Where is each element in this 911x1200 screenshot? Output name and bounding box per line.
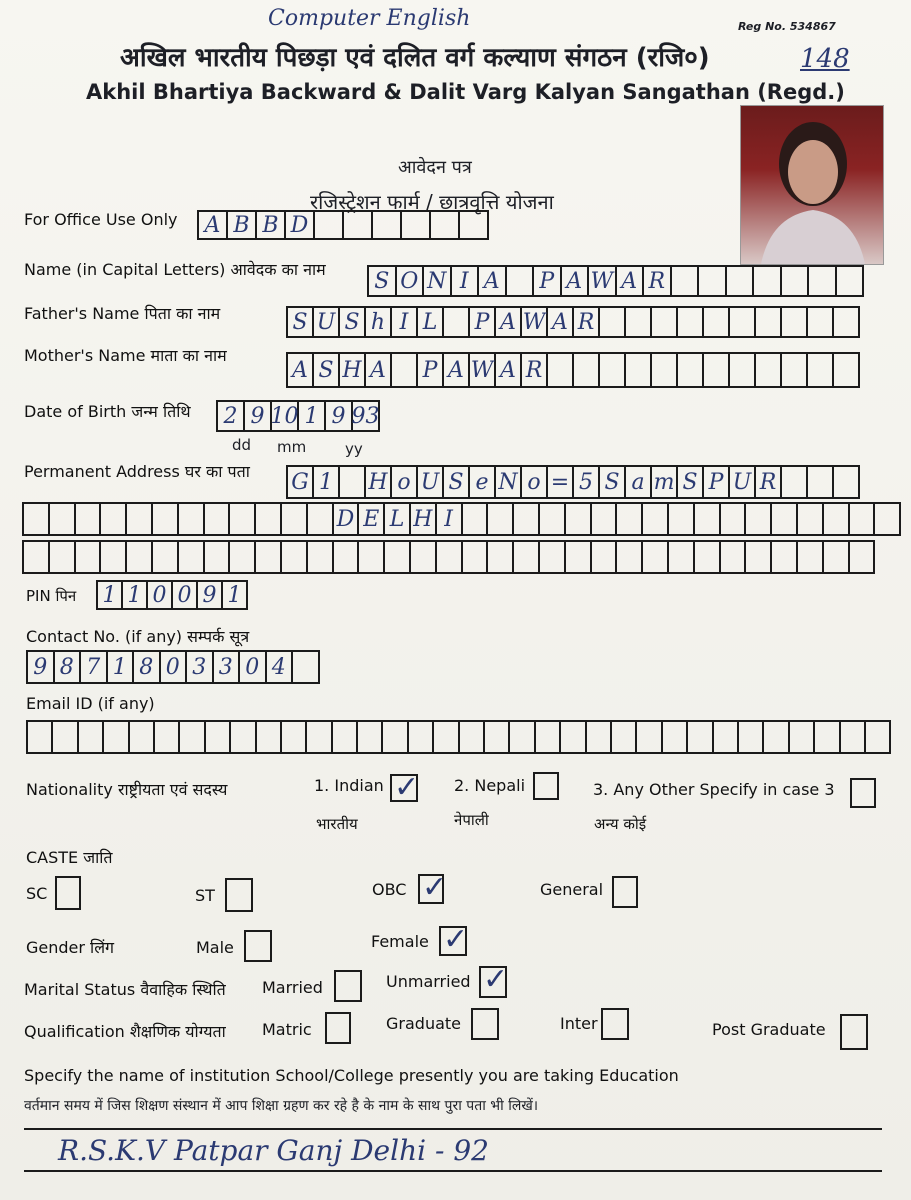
grid-cell	[514, 540, 540, 574]
grid-cell	[721, 540, 747, 574]
registration-number: Reg No. 534867	[738, 20, 836, 33]
grid-cell	[460, 720, 485, 754]
grid-cell: 1	[314, 465, 340, 499]
grid-cell	[256, 502, 282, 536]
grid-cell: 8	[134, 650, 161, 684]
grid-cell: H	[411, 502, 437, 536]
grid-cell: D	[334, 502, 360, 536]
grid-cell	[704, 306, 730, 338]
grid-cell	[485, 720, 510, 754]
handwritten-course-note: Computer English	[268, 6, 471, 31]
grid-cell	[79, 720, 104, 754]
office-use-label: For Office Use Only	[24, 210, 178, 229]
grid-cell	[101, 540, 127, 574]
grid-cell: W	[522, 306, 548, 338]
grid-cell	[359, 540, 385, 574]
grid-cell	[340, 465, 366, 499]
grid-cell	[875, 502, 901, 536]
grid-cell	[592, 502, 618, 536]
grid-cell	[402, 210, 431, 240]
grid-cell	[53, 720, 78, 754]
grid-cell	[540, 502, 566, 536]
grid-cell	[824, 502, 850, 536]
grid-cell	[808, 465, 834, 499]
mother-name-grid[interactable]	[286, 352, 860, 388]
permanent-address-label: Permanent Address घर का पता	[24, 462, 250, 481]
grid-cell	[344, 210, 373, 240]
grid-cell	[28, 720, 53, 754]
grid-cell	[730, 306, 756, 338]
caste-obc-checkbox[interactable]	[418, 870, 448, 905]
grid-cell: H	[340, 352, 366, 388]
grid-cell	[383, 720, 408, 754]
grid-cell: S	[600, 465, 626, 499]
grid-cell: R	[574, 306, 600, 338]
grid-cell: U	[418, 465, 444, 499]
institution-label-english: Specify the name of institution School/College presently you are taking Education	[24, 1066, 679, 1085]
gender-female-checkbox[interactable]	[439, 922, 469, 957]
grid-cell: S	[340, 306, 366, 338]
grid-cell	[76, 502, 102, 536]
grid-cell	[155, 720, 180, 754]
grid-cell: B	[228, 210, 257, 240]
grid-cell: 9	[245, 400, 272, 432]
grid-cell	[507, 265, 535, 297]
grid-cell: 0	[161, 650, 188, 684]
nationality-indian-checkbox[interactable]	[390, 770, 420, 805]
qualification-graduate-checkbox[interactable]	[471, 1008, 499, 1040]
grid-cell: 4	[267, 650, 294, 684]
marital-status-label: Marital Status वैवाहिक स्थिति	[24, 980, 226, 999]
grid-cell	[444, 306, 470, 338]
grid-cell: 2	[218, 400, 245, 432]
grid-cell	[282, 720, 307, 754]
grid-cell	[101, 502, 127, 536]
applicant-name-label: Name (in Capital Letters) आवेदक का नाम	[24, 260, 326, 279]
grid-cell	[600, 352, 626, 388]
gender-male-label: Male	[196, 938, 234, 957]
pin-grid[interactable]	[96, 580, 248, 610]
date-of-birth-label: Date of Birth जन्म तिथि	[24, 402, 191, 421]
grid-cell	[678, 306, 704, 338]
grid-cell	[652, 352, 678, 388]
grid-cell	[104, 720, 129, 754]
grid-cell	[334, 540, 360, 574]
grid-cell	[574, 352, 600, 388]
grid-cell	[834, 352, 860, 388]
grid-cell	[714, 720, 739, 754]
grid-cell: A	[199, 210, 228, 240]
qualification-graduate-label: Graduate	[386, 1014, 461, 1033]
grid-cell: S	[444, 465, 470, 499]
applicant-photo	[740, 105, 884, 265]
grid-cell: 5	[574, 465, 600, 499]
grid-cell	[782, 352, 808, 388]
marital-unmarried-checkbox[interactable]	[479, 962, 509, 998]
grid-cell	[772, 502, 798, 536]
caste-sc-checkbox[interactable]	[55, 876, 81, 910]
grid-cell: a	[626, 465, 652, 499]
organisation-title-hindi: अखिल भारतीय पिछड़ा एवं दलित वर्ग कल्याण संगठन (रजि०)	[120, 43, 710, 73]
grid-cell: A	[496, 306, 522, 338]
grid-cell	[617, 540, 643, 574]
grid-cell	[548, 352, 574, 388]
grid-cell	[50, 502, 76, 536]
nationality-other-hindi: अन्य कोई	[594, 815, 647, 833]
grid-cell: E	[359, 502, 385, 536]
grid-cell	[824, 540, 850, 574]
grid-cell	[50, 540, 76, 574]
grid-cell	[746, 540, 772, 574]
caste-st-label: ST	[195, 886, 215, 905]
grid-cell	[392, 352, 418, 388]
grid-cell	[153, 540, 179, 574]
grid-cell	[205, 502, 231, 536]
grid-cell	[434, 720, 459, 754]
father-name-label: Father's Name पिता का नाम	[24, 304, 221, 323]
grid-cell	[231, 720, 256, 754]
marital-unmarried-tick: ✓	[483, 962, 509, 997]
grid-cell	[866, 720, 891, 754]
nationality-other-label: 3. Any Other Specify in case 3	[593, 780, 835, 799]
grid-cell	[358, 720, 383, 754]
grid-cell	[746, 502, 772, 536]
caste-general-checkbox[interactable]	[612, 876, 638, 908]
grid-cell	[612, 720, 637, 754]
organisation-title-english: Akhil Bhartiya Backward & Dalit Varg Kalyan Sangathan (Regd.)	[86, 80, 845, 104]
grid-cell	[76, 540, 102, 574]
grid-cell: B	[257, 210, 286, 240]
grid-cell: o	[522, 465, 548, 499]
grid-cell: 7	[81, 650, 108, 684]
gender-male-checkbox[interactable]	[244, 930, 272, 962]
grid-cell: 1	[299, 400, 326, 432]
grid-cell	[652, 306, 678, 338]
grid-cell	[850, 502, 876, 536]
grid-cell: U	[314, 306, 340, 338]
grid-cell	[850, 540, 876, 574]
grid-cell	[230, 502, 256, 536]
grid-cell	[808, 352, 834, 388]
grid-cell	[704, 352, 730, 388]
grid-cell: 9	[28, 650, 55, 684]
grid-cell	[837, 265, 865, 297]
grid-cell	[808, 306, 834, 338]
grid-cell: P	[704, 465, 730, 499]
date-of-birth-grid[interactable]	[216, 400, 380, 432]
grid-cell: G	[288, 465, 314, 499]
nationality-indian-hindi: भारतीय	[316, 815, 358, 833]
father-name-grid[interactable]	[286, 306, 860, 338]
grid-cell	[834, 306, 860, 338]
grid-cell: 0	[148, 580, 173, 610]
grid-cell	[772, 540, 798, 574]
grid-cell	[257, 720, 282, 754]
grid-cell	[815, 720, 840, 754]
nationality-label: Nationality राष्ट्रीयता एवं सदस्य	[26, 780, 228, 799]
grid-cell	[256, 540, 282, 574]
nationality-indian-tick: ✓	[394, 770, 420, 805]
grid-cell: S	[369, 265, 397, 297]
grid-cell: m	[652, 465, 678, 499]
form-subtitle-registration: रजिस्ट्रेशन फार्म / छात्रवृत्ति योजना	[310, 190, 554, 214]
address-line-1-grid[interactable]	[286, 465, 860, 499]
grid-cell	[695, 502, 721, 536]
grid-cell	[127, 502, 153, 536]
grid-cell: 0	[173, 580, 198, 610]
grid-cell: S	[314, 352, 340, 388]
applicant-name-grid[interactable]	[367, 265, 864, 297]
grid-cell: D	[286, 210, 315, 240]
grid-cell: W	[589, 265, 617, 297]
grid-cell	[756, 352, 782, 388]
email-label: Email ID (if any)	[26, 694, 155, 713]
gender-female-tick: ✓	[443, 922, 469, 957]
grid-cell	[437, 540, 463, 574]
grid-cell	[798, 502, 824, 536]
grid-cell: =	[548, 465, 574, 499]
grid-cell	[206, 720, 231, 754]
grid-cell	[308, 502, 334, 536]
grid-cell	[739, 720, 764, 754]
grid-cell	[730, 352, 756, 388]
grid-cell: A	[496, 352, 522, 388]
grid-cell: I	[437, 502, 463, 536]
grid-cell	[790, 720, 815, 754]
grid-cell	[561, 720, 586, 754]
grid-cell: P	[534, 265, 562, 297]
grid-cell	[643, 502, 669, 536]
dob-day-caption: dd	[232, 436, 252, 454]
grid-cell	[230, 540, 256, 574]
caste-label: CASTE जाति	[26, 848, 113, 867]
grid-cell	[566, 540, 592, 574]
grid-cell	[626, 306, 652, 338]
grid-cell	[669, 502, 695, 536]
grid-cell: A	[617, 265, 645, 297]
grid-cell: 9	[326, 400, 353, 432]
caste-general-label: General	[540, 880, 604, 899]
grid-cell: L	[418, 306, 444, 338]
grid-cell	[841, 720, 866, 754]
grid-cell: 3	[187, 650, 214, 684]
grid-cell	[24, 540, 50, 574]
grid-cell: o	[392, 465, 418, 499]
grid-cell: R	[522, 352, 548, 388]
handwritten-form-number: 148	[800, 44, 850, 74]
grid-cell	[798, 540, 824, 574]
grid-cell: A	[548, 306, 574, 338]
grid-cell	[727, 265, 755, 297]
grid-cell: 10	[272, 400, 299, 432]
grid-cell: 93	[353, 400, 380, 432]
grid-cell	[764, 720, 789, 754]
grid-cell	[688, 720, 713, 754]
caste-obc-label: OBC	[372, 880, 407, 899]
grid-cell	[695, 540, 721, 574]
grid-cell	[130, 720, 155, 754]
grid-cell	[617, 502, 643, 536]
grid-cell	[385, 540, 411, 574]
grid-cell: A	[366, 352, 392, 388]
applicant-photo-illustration	[741, 106, 883, 264]
dob-month-caption: mm	[277, 438, 307, 456]
mother-name-label: Mother's Name माता का नाम	[24, 346, 227, 365]
grid-cell: P	[470, 306, 496, 338]
grid-cell	[782, 306, 808, 338]
grid-cell	[721, 502, 747, 536]
nationality-nepali-label: 2. Nepali	[454, 776, 526, 795]
contact-number-label: Contact No. (if any) सम्पर्क सूत्र	[26, 627, 250, 646]
grid-cell	[179, 540, 205, 574]
form-subtitle-application: आवेदन पत्र	[398, 157, 472, 178]
grid-cell: h	[366, 306, 392, 338]
grid-cell: A	[444, 352, 470, 388]
grid-cell: S	[288, 306, 314, 338]
pin-label: PIN पिन	[26, 587, 77, 605]
grid-cell	[678, 352, 704, 388]
grid-cell	[834, 465, 860, 499]
qualification-matric-checkbox[interactable]	[325, 1012, 351, 1044]
nationality-other-checkbox[interactable]	[850, 778, 876, 808]
grid-cell	[600, 306, 626, 338]
grid-cell	[180, 720, 205, 754]
grid-cell	[592, 540, 618, 574]
marital-married-label: Married	[262, 978, 323, 997]
qualification-label: Qualification शैक्षणिक योग्यता	[24, 1022, 226, 1041]
email-grid[interactable]	[26, 720, 891, 754]
caste-sc-label: SC	[26, 884, 48, 903]
grid-cell: A	[288, 352, 314, 388]
grid-cell	[756, 306, 782, 338]
grid-cell: P	[418, 352, 444, 388]
grid-cell: e	[470, 465, 496, 499]
grid-cell	[293, 650, 320, 684]
grid-cell	[669, 540, 695, 574]
grid-cell: S	[678, 465, 704, 499]
grid-cell	[153, 502, 179, 536]
grid-cell	[637, 720, 662, 754]
grid-cell: R	[756, 465, 782, 499]
grid-cell	[409, 720, 434, 754]
grid-cell	[205, 540, 231, 574]
nationality-nepali-checkbox[interactable]	[533, 772, 559, 800]
institution-name-value[interactable]: R.S.K.V Patpar Ganj Delhi - 92	[58, 1134, 489, 1167]
grid-cell	[754, 265, 782, 297]
marital-unmarried-label: Unmarried	[386, 972, 471, 991]
nationality-indian-label: 1. Indian	[314, 776, 384, 795]
grid-cell: N	[424, 265, 452, 297]
marital-married-checkbox[interactable]	[334, 970, 362, 1002]
institution-line-2	[24, 1170, 882, 1172]
grid-cell: L	[385, 502, 411, 536]
grid-cell	[127, 540, 153, 574]
grid-cell	[510, 720, 535, 754]
grid-cell: 3	[214, 650, 241, 684]
grid-cell	[540, 540, 566, 574]
grid-cell	[643, 540, 669, 574]
grid-cell	[431, 210, 460, 240]
grid-cell	[587, 720, 612, 754]
grid-cell: U	[730, 465, 756, 499]
grid-cell	[809, 265, 837, 297]
grid-cell	[488, 502, 514, 536]
grid-cell	[411, 540, 437, 574]
qualification-post-graduate-label: Post Graduate	[712, 1020, 826, 1039]
grid-cell	[626, 352, 652, 388]
qualification-post-graduate-checkbox[interactable]	[840, 1014, 868, 1050]
grid-cell	[536, 720, 561, 754]
grid-cell	[282, 540, 308, 574]
grid-cell	[514, 502, 540, 536]
gender-label: Gender लिंग	[26, 938, 115, 957]
address-line-3-grid[interactable]	[22, 540, 875, 574]
grid-cell: R	[644, 265, 672, 297]
grid-cell	[308, 540, 334, 574]
grid-cell	[463, 540, 489, 574]
dob-year-caption: yy	[345, 440, 363, 458]
grid-cell	[282, 502, 308, 536]
contact-number-grid[interactable]	[26, 650, 320, 684]
grid-cell: 0	[240, 650, 267, 684]
grid-cell: N	[496, 465, 522, 499]
grid-cell	[307, 720, 332, 754]
address-line-2-grid[interactable]	[22, 502, 901, 536]
grid-cell: H	[366, 465, 392, 499]
institution-label-hindi: वर्तमान समय में जिस शिक्षण संस्थान में आप शिक्षा ग्रहण कर रहे है के नाम के साथ पुरा पता भी लिखें।	[24, 1098, 539, 1114]
caste-obc-tick: ✓	[422, 870, 448, 905]
grid-cell	[782, 265, 810, 297]
grid-cell	[488, 540, 514, 574]
gender-female-label: Female	[371, 932, 429, 951]
qualification-matric-label: Matric	[262, 1020, 312, 1039]
grid-cell: 1	[123, 580, 148, 610]
grid-cell	[672, 265, 700, 297]
grid-cell: 1	[223, 580, 248, 610]
grid-cell: 1	[108, 650, 135, 684]
grid-cell	[179, 502, 205, 536]
grid-cell: I	[392, 306, 418, 338]
grid-cell	[315, 210, 344, 240]
grid-cell	[699, 265, 727, 297]
grid-cell	[566, 502, 592, 536]
grid-cell	[333, 720, 358, 754]
grid-cell: I	[452, 265, 480, 297]
grid-cell	[460, 210, 489, 240]
grid-cell: A	[479, 265, 507, 297]
caste-st-checkbox[interactable]	[225, 878, 253, 912]
qualification-inter-checkbox[interactable]	[601, 1008, 629, 1040]
grid-cell	[463, 502, 489, 536]
grid-cell: W	[470, 352, 496, 388]
grid-cell	[373, 210, 402, 240]
office-use-grid	[197, 210, 489, 240]
grid-cell	[663, 720, 688, 754]
nationality-nepali-hindi: नेपाली	[454, 811, 489, 829]
grid-cell: 9	[198, 580, 223, 610]
grid-cell: 8	[55, 650, 82, 684]
grid-cell	[24, 502, 50, 536]
grid-cell	[782, 465, 808, 499]
grid-cell: A	[562, 265, 590, 297]
grid-cell: 1	[98, 580, 123, 610]
grid-cell: O	[397, 265, 425, 297]
institution-line-1	[24, 1128, 882, 1130]
qualification-inter-label: Inter	[560, 1014, 598, 1033]
